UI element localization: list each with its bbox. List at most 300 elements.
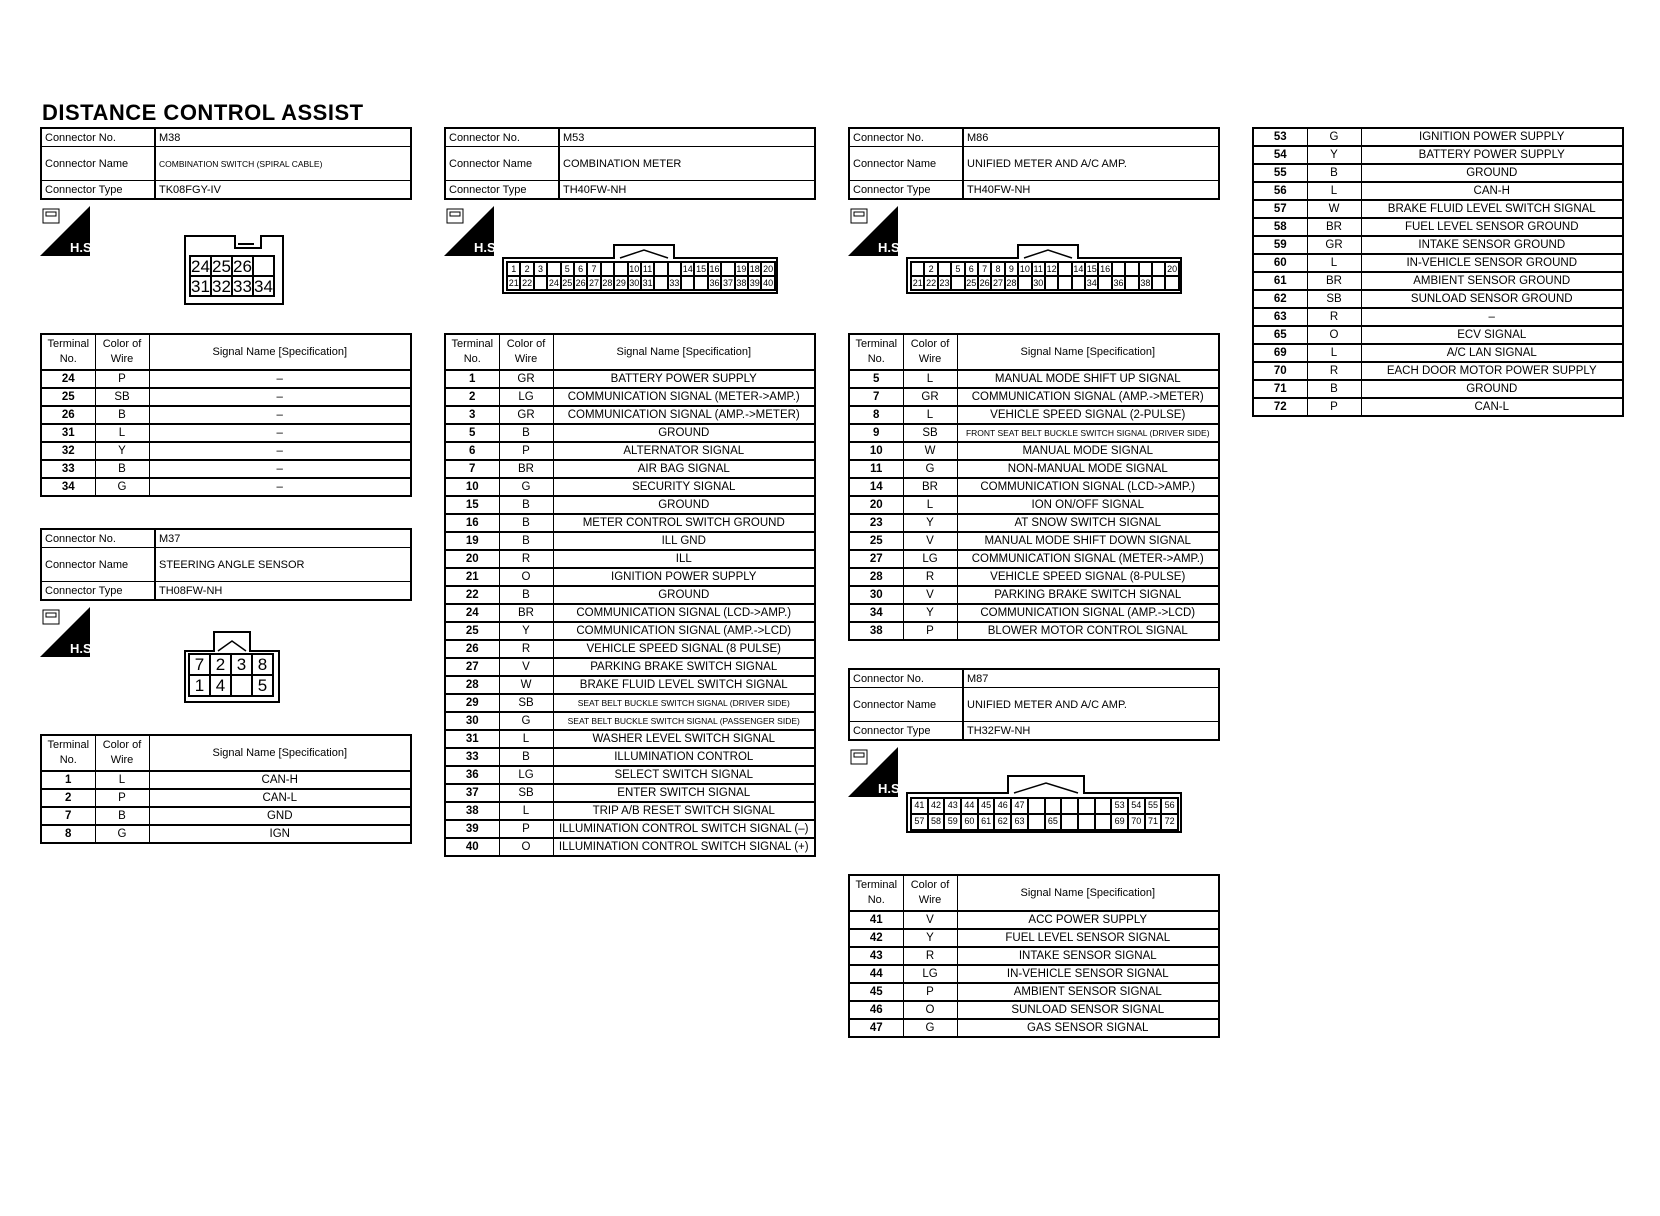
wire-color-cell: V (903, 532, 957, 550)
col-color: Color of Wire (95, 735, 149, 771)
terminal-cell: 31 (445, 730, 499, 748)
wire-color-cell: LG (499, 766, 553, 784)
col-signal: Signal Name [Specification] (957, 875, 1219, 911)
terminal-cell: 5 (849, 370, 903, 388)
table-row (445, 802, 815, 820)
table-row (445, 712, 815, 730)
signal-name-cell: CAN-L (1361, 398, 1623, 416)
pin-cavity (1112, 262, 1125, 276)
signal-name-cell: COMMUNICATION SIGNAL (LCD->AMP.) (553, 604, 815, 622)
signal-name-cell: COMMUNICATION SIGNAL (LCD->AMP.) (957, 478, 1219, 496)
col-terminal: Terminal No. (41, 735, 95, 771)
table-row (1253, 254, 1623, 272)
wire-color-cell: GR (903, 388, 957, 406)
table-row (849, 1001, 1219, 1019)
signal-name-cell: COMMUNICATION SIGNAL (AMP.->METER) (553, 406, 815, 424)
terminal-cell: 23 (849, 514, 903, 532)
table-row (1253, 308, 1623, 326)
table-row (445, 496, 815, 514)
signal-name-cell: FRONT SEAT BELT BUCKLE SWITCH SIGNAL (DRIVER SIDE) (957, 424, 1219, 442)
terminal-cell: 57 (1253, 200, 1307, 218)
signal-name-cell: SECURITY SIGNAL (553, 478, 815, 496)
signal-name-cell: FUEL LEVEL SENSOR SIGNAL (957, 929, 1219, 947)
pin-cavity: 11 (1032, 262, 1045, 276)
signal-name-cell: BRAKE FLUID LEVEL SWITCH SIGNAL (1361, 200, 1623, 218)
pin-cavity: 6 (574, 262, 587, 276)
pin-cavity: 10 (1019, 264, 1030, 274)
wire-color-cell: G (499, 712, 553, 730)
wire-color-cell: BR (903, 478, 957, 496)
terminal-cell: 59 (1253, 236, 1307, 254)
terminal-cell: 22 (445, 586, 499, 604)
pin-cavity: 25 (966, 278, 977, 288)
hs-badge-text: H.S. (70, 641, 96, 656)
table-row (1253, 398, 1623, 416)
wire-color-cell: L (95, 424, 149, 442)
pin-cavity: 33 (669, 278, 680, 288)
pin-cavity: 25 (562, 278, 573, 288)
signal-name-cell: METER CONTROL SWITCH GROUND (553, 514, 815, 532)
signal-name-cell: ENTER SWITCH SIGNAL (553, 784, 815, 802)
pin-cavity (654, 262, 667, 276)
connector-face-m53 (502, 244, 778, 294)
wire-color-cell: SB (903, 424, 957, 442)
connector-block-m53 (444, 127, 816, 857)
terminal-cell: 71 (1253, 380, 1307, 398)
terminal-cell: 31 (41, 424, 95, 442)
table-row (41, 388, 411, 406)
pin-cavity: 25 (212, 257, 231, 276)
signal-name-cell: – (149, 460, 411, 478)
signal-name-cell: – (149, 424, 411, 442)
wire-color-cell: L (1307, 254, 1361, 272)
table-row (1253, 236, 1623, 254)
terminal-cell: 3 (445, 406, 499, 424)
terminal-cell: 45 (849, 983, 903, 1001)
signal-name-cell: – (149, 478, 411, 496)
signal-name-cell: IGNITION POWER SUPPLY (1361, 128, 1623, 146)
terminal-cell: 7 (445, 460, 499, 478)
col-color: Color of Wire (903, 875, 957, 911)
signal-name-cell: MANUAL MODE SHIFT DOWN SIGNAL (957, 532, 1219, 550)
pin-cavity: 2 (924, 262, 937, 276)
terminal-cell: 24 (445, 604, 499, 622)
terminal-cell: 47 (849, 1019, 903, 1037)
signal-name-cell: COMMUNICATION SIGNAL (AMP.->LCD) (553, 622, 815, 640)
terminal-cell: 54 (1253, 146, 1307, 164)
pin-cavity: 61 (978, 814, 995, 830)
col-terminal: Terminal No. (849, 875, 903, 911)
pin-cavity: 5 (561, 262, 574, 276)
table-row (1253, 128, 1623, 146)
pin-cavity: 60 (961, 814, 978, 830)
terminal-cell: 65 (1253, 326, 1307, 344)
pin-cavity (951, 276, 964, 290)
pin-cavity: 16 (709, 264, 720, 274)
table-row (849, 532, 1219, 550)
terminal-cell: 21 (445, 568, 499, 586)
table-row (445, 568, 815, 586)
signal-name-cell: – (149, 406, 411, 424)
pin-cavity (1165, 276, 1178, 290)
pin-cavity (547, 262, 560, 276)
wire-color-cell: O (1307, 326, 1361, 344)
connector-face-m87 (906, 775, 1182, 833)
signal-name-cell: CAN-L (149, 789, 411, 807)
table-row (1253, 146, 1623, 164)
pin-cavity: 6 (965, 262, 978, 276)
pin-cavity: 57 (911, 814, 928, 830)
wire-color-cell: B (95, 406, 149, 424)
wire-color-cell: BR (1307, 272, 1361, 290)
table-row (41, 771, 411, 789)
table-row (41, 807, 411, 825)
pin-cavity: 58 (928, 814, 945, 830)
pin-cavity (1095, 798, 1112, 814)
table-row (849, 370, 1219, 388)
signal-name-cell: SUNLOAD SENSOR SIGNAL (957, 1001, 1219, 1019)
pin-cavity (1095, 814, 1112, 830)
wire-color-cell: LG (903, 550, 957, 568)
wire-color-cell: LG (903, 965, 957, 983)
wire-color-cell: G (499, 478, 553, 496)
pin-cavity: 15 (696, 264, 707, 274)
table-row (849, 1019, 1219, 1037)
wire-color-cell: L (95, 771, 149, 789)
pin-cavity: 10 (629, 264, 640, 274)
wire-color-cell: G (1307, 128, 1361, 146)
connector-name-value: COMBINATION METER (559, 147, 815, 181)
signal-name-cell: BLOWER MOTOR CONTROL SIGNAL (957, 622, 1219, 640)
signal-name-cell: GND (149, 807, 411, 825)
terminal-cell: 25 (445, 622, 499, 640)
table-row (1253, 344, 1623, 362)
connector-name-value: UNIFIED METER AND A/C AMP. (963, 688, 1219, 722)
table-row (445, 676, 815, 694)
terminal-cell: 43 (849, 947, 903, 965)
terminal-cell: 53 (1253, 128, 1307, 146)
terminal-cell: 11 (849, 460, 903, 478)
table-row (445, 406, 815, 424)
connector-face-m86 (906, 244, 1182, 294)
pin-cavity (668, 262, 681, 276)
wire-color-cell: W (1307, 200, 1361, 218)
pin-cavity (654, 276, 667, 290)
connector-block-m87 (848, 668, 1220, 1038)
connector-block-m87-continued (1252, 127, 1624, 417)
terminal-cell: 8 (849, 406, 903, 424)
wire-color-cell: LG (499, 388, 553, 406)
table-row (1253, 164, 1623, 182)
terminal-cell: 38 (849, 622, 903, 640)
harness-side-icon (40, 206, 96, 256)
signal-name-cell: IN-VEHICLE SENSOR SIGNAL (957, 965, 1219, 983)
terminal-cell: 33 (41, 460, 95, 478)
terminal-cell: 9 (849, 424, 903, 442)
pin-cavity: 55 (1145, 798, 1162, 814)
table-row (849, 496, 1219, 514)
pin-cavity: 7 (587, 262, 600, 276)
wire-color-cell: SB (1307, 290, 1361, 308)
signal-name-cell: SEAT BELT BUCKLE SWITCH SIGNAL (DRIVER SIDE) (553, 694, 815, 712)
wire-color-cell: B (1307, 380, 1361, 398)
connector-no-label: Connector No. (445, 128, 559, 147)
harness-side-icon (848, 747, 904, 797)
pin-cavity: 59 (944, 814, 961, 830)
wire-color-cell: L (499, 730, 553, 748)
pin-cavity: 34 (1086, 278, 1097, 288)
wire-color-cell: Y (903, 514, 957, 532)
table-row (849, 424, 1219, 442)
pin-cavity (1028, 798, 1045, 814)
wire-color-cell: B (1307, 164, 1361, 182)
pin-cavity: 53 (1111, 798, 1128, 814)
signal-name-cell: GROUND (1361, 380, 1623, 398)
table-row (849, 568, 1219, 586)
connector-no-label: Connector No. (41, 128, 155, 147)
pin-cavity (911, 262, 924, 276)
wire-color-cell: BR (1307, 218, 1361, 236)
table-row (445, 748, 815, 766)
terminal-cell: 28 (445, 676, 499, 694)
connector-type-label: Connector Type (849, 181, 963, 200)
col-terminal: Terminal No. (445, 334, 499, 370)
terminal-cell: 34 (849, 604, 903, 622)
pin-cavity: 28 (1006, 278, 1017, 288)
signal-name-cell: GROUND (553, 496, 815, 514)
signal-name-cell: VEHICLE SPEED SIGNAL (8-PULSE) (957, 568, 1219, 586)
terminal-cell: 29 (445, 694, 499, 712)
terminal-cell: 7 (849, 388, 903, 406)
pin-cavity (534, 276, 547, 290)
wire-color-cell: G (95, 478, 149, 496)
pin-cavity: 29 (615, 278, 626, 288)
pin-table (1252, 127, 1624, 417)
pin-cavity: 30 (1033, 278, 1044, 288)
wire-color-cell: Y (499, 622, 553, 640)
table-row (849, 911, 1219, 929)
table-row (41, 460, 411, 478)
table-row (445, 658, 815, 676)
wire-color-cell: G (95, 825, 149, 843)
pin-cavity: 26 (575, 278, 586, 288)
pin-cavity (614, 262, 627, 276)
wire-color-cell: R (903, 947, 957, 965)
terminal-cell: 62 (1253, 290, 1307, 308)
table-row (41, 825, 411, 843)
table-row (41, 424, 411, 442)
pin-cavity: 24 (548, 278, 559, 288)
pin-table (40, 333, 412, 497)
wire-color-cell: P (903, 622, 957, 640)
pin-cavity: 33 (233, 277, 252, 296)
wire-color-cell: R (1307, 308, 1361, 326)
connector-no-label: Connector No. (41, 529, 155, 548)
table-row (849, 550, 1219, 568)
table-row (445, 388, 815, 406)
wire-color-cell: Y (903, 929, 957, 947)
connector-no-value: M86 (963, 128, 1219, 147)
pin-cavity: 46 (994, 798, 1011, 814)
pin-cavity: 8 (252, 654, 273, 675)
wire-color-cell: P (95, 370, 149, 388)
pin-cavity (1028, 814, 1045, 830)
wire-color-cell: Y (1307, 146, 1361, 164)
terminal-cell: 15 (445, 496, 499, 514)
terminal-cell: 32 (41, 442, 95, 460)
pin-cavity: 26 (233, 257, 252, 276)
table-row (445, 784, 815, 802)
wire-color-cell: W (903, 442, 957, 460)
table-row (445, 514, 815, 532)
signal-name-cell: SELECT SWITCH SIGNAL (553, 766, 815, 784)
signal-name-cell: AMBIENT SENSOR GROUND (1361, 272, 1623, 290)
terminal-cell: 38 (445, 802, 499, 820)
terminal-cell: 27 (849, 550, 903, 568)
pin-cavity: 21 (508, 278, 519, 288)
signal-name-cell: NON-MANUAL MODE SIGNAL (957, 460, 1219, 478)
signal-name-cell: ILL GND (553, 532, 815, 550)
hs-badge-text: H.S. (70, 240, 96, 255)
table-row (849, 604, 1219, 622)
connector-block-m86 (848, 127, 1220, 641)
connector-name-label: Connector Name (849, 147, 963, 181)
table-row (445, 460, 815, 478)
wire-color-cell: B (499, 424, 553, 442)
wire-color-cell: B (95, 460, 149, 478)
connector-info (444, 127, 816, 200)
table-row (445, 442, 815, 460)
connector-name-value: COMBINATION SWITCH (SPIRAL CABLE) (155, 147, 411, 181)
terminal-cell: 24 (41, 370, 95, 388)
wire-color-cell: GR (499, 370, 553, 388)
pin-cavity: 37 (722, 278, 733, 288)
signal-name-cell: MANUAL MODE SIGNAL (957, 442, 1219, 460)
pin-cavity: 45 (978, 798, 995, 814)
wire-color-cell: SB (499, 694, 553, 712)
wire-color-cell: L (903, 406, 957, 424)
connector-info (40, 528, 412, 601)
pin-cavity: 5 (252, 675, 273, 696)
pin-cavity: 36 (1113, 278, 1124, 288)
connector-no-label: Connector No. (849, 669, 963, 688)
harness-side-icon (444, 206, 500, 256)
connector-type-value: TH08FW-NH (155, 582, 411, 601)
col-signal: Signal Name [Specification] (553, 334, 815, 370)
wire-color-cell: BR (499, 460, 553, 478)
page-title: DISTANCE CONTROL ASSIST (42, 100, 364, 125)
pin-cavity (1061, 814, 1078, 830)
wire-color-cell: L (499, 802, 553, 820)
connector-type-value: TH40FW-NH (963, 181, 1219, 200)
pin-cavity: 5 (951, 262, 964, 276)
pin-cavity: 26 (979, 278, 990, 288)
pin-cavity: 31 (642, 278, 653, 288)
pin-cavity: 30 (629, 278, 640, 288)
pin-cavity: 1 (507, 262, 520, 276)
pin-cavity (1139, 262, 1152, 276)
pin-cavity (1125, 262, 1138, 276)
table-row (849, 983, 1219, 1001)
table-row (445, 532, 815, 550)
table-row (849, 478, 1219, 496)
signal-name-cell: BATTERY POWER SUPPLY (553, 370, 815, 388)
connector-type-value: TH32FW-NH (963, 722, 1219, 741)
pin-cavity: 27 (589, 278, 600, 288)
connector-no-value: M53 (559, 128, 815, 147)
signal-name-cell: SEAT BELT BUCKLE SWITCH SIGNAL (PASSENGER SIDE) (553, 712, 815, 730)
pin-cavity: 28 (602, 278, 613, 288)
pin-cavity: 9 (1005, 262, 1018, 276)
connector-no-value: M87 (963, 669, 1219, 688)
signal-name-cell: BATTERY POWER SUPPLY (1361, 146, 1623, 164)
pin-cavity: 39 (749, 278, 760, 288)
terminal-cell: 8 (41, 825, 95, 843)
pin-cavity (694, 276, 707, 290)
pin-cavity: 71 (1145, 814, 1162, 830)
pin-cavity: 3 (534, 262, 547, 276)
table-row (445, 766, 815, 784)
wire-color-cell: G (903, 1019, 957, 1037)
table-row (445, 370, 815, 388)
table-row (445, 550, 815, 568)
terminal-cell: 63 (1253, 308, 1307, 326)
terminal-cell: 56 (1253, 182, 1307, 200)
terminal-cell: 5 (445, 424, 499, 442)
signal-name-cell: INTAKE SENSOR SIGNAL (957, 947, 1219, 965)
pin-cavity: 18 (749, 264, 760, 274)
pin-cavity: 38 (1140, 278, 1151, 288)
wire-color-cell: Y (95, 442, 149, 460)
pin-cavity (1098, 276, 1111, 290)
col-color: Color of Wire (95, 334, 149, 370)
pin-cavity (681, 276, 694, 290)
table-row (41, 478, 411, 496)
wire-color-cell: O (499, 568, 553, 586)
signal-name-cell: ALTERNATOR SIGNAL (553, 442, 815, 460)
terminal-cell: 28 (849, 568, 903, 586)
signal-name-cell: GROUND (1361, 164, 1623, 182)
signal-name-cell: AT SNOW SWITCH SIGNAL (957, 514, 1219, 532)
terminal-cell: 30 (849, 586, 903, 604)
terminal-cell: 10 (849, 442, 903, 460)
signal-name-cell: VEHICLE SPEED SIGNAL (8 PULSE) (553, 640, 815, 658)
table-row (849, 388, 1219, 406)
pin-cavity: 56 (1161, 798, 1178, 814)
table-row (41, 406, 411, 424)
table-row (849, 622, 1219, 640)
pin-cavity: 44 (961, 798, 978, 814)
terminal-cell: 19 (445, 532, 499, 550)
col-color: Color of Wire (903, 334, 957, 370)
connector-name-label: Connector Name (849, 688, 963, 722)
pin-cavity (938, 262, 951, 276)
signal-name-cell: ILL (553, 550, 815, 568)
table-row (41, 442, 411, 460)
col-signal: Signal Name [Specification] (149, 735, 411, 771)
pin-cavity (1125, 276, 1138, 290)
table-row (849, 929, 1219, 947)
signal-name-cell: INTAKE SENSOR GROUND (1361, 236, 1623, 254)
table-row (849, 460, 1219, 478)
pin-cavity: 24 (191, 257, 210, 276)
signal-name-cell: PARKING BRAKE SWITCH SIGNAL (553, 658, 815, 676)
wire-color-cell: SB (95, 388, 149, 406)
pin-cavity (1058, 262, 1071, 276)
signal-name-cell: ILLUMINATION CONTROL SWITCH SIGNAL (–) (553, 820, 815, 838)
terminal-cell: 14 (849, 478, 903, 496)
pin-cavity: 14 (682, 264, 693, 274)
